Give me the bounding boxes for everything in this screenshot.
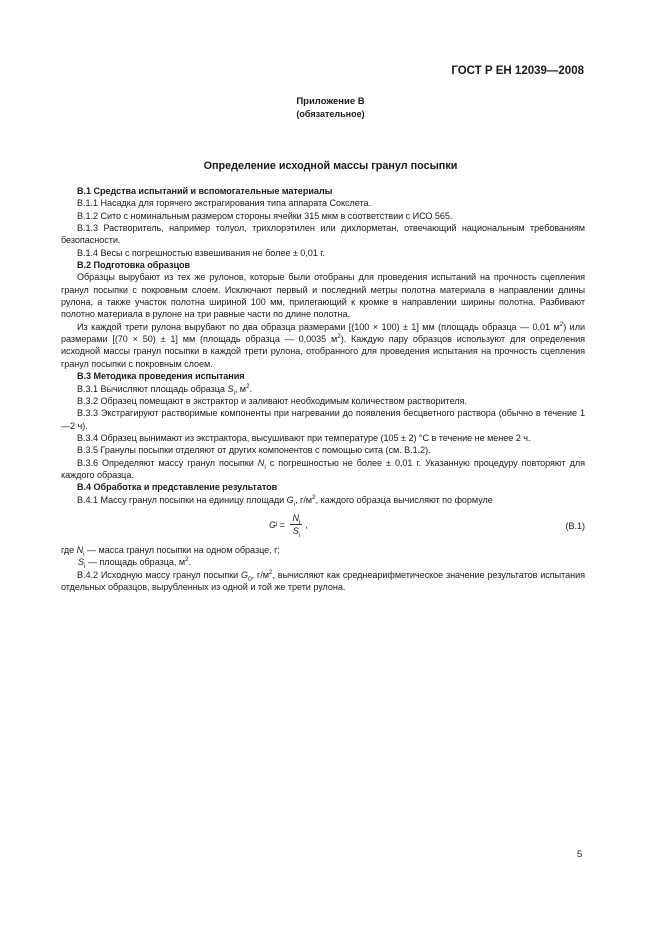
superscript: 2 <box>559 320 564 328</box>
paragraph: В.1.3 Растворитель, например толуол, трихлорэтилен или дихлорметан, отвечающий национальным требованиям безопасности. <box>61 223 585 246</box>
paragraph <box>61 383 585 395</box>
text: ) или размерами [(70 × 50) ± 1] мм (площадь образца — 0,0035 м <box>61 321 586 345</box>
text: ). Каждую пару образцов используют для определения исходной массы гранул посыпки в каждой трети рулона, отобранного для проведения испытания на прочность сцепления гранул посыпки с покровным слоем. <box>61 334 585 369</box>
document-body <box>61 185 585 593</box>
paragraph <box>61 457 585 482</box>
where-clause <box>61 556 585 571</box>
superscript: 2 <box>312 493 316 501</box>
page-number: 5 <box>577 849 583 860</box>
variable: N <box>292 512 299 523</box>
formula-b1 <box>61 508 585 542</box>
text: В.4.1 Массу гранул посыпки на единицу площади <box>77 494 287 505</box>
subscript: i <box>298 518 301 526</box>
equals-sign: = <box>277 519 288 530</box>
paragraph <box>61 321 585 370</box>
superscript: 2 <box>185 556 189 564</box>
where-clause <box>61 544 585 556</box>
numerator <box>290 512 302 525</box>
fraction <box>290 512 302 538</box>
annex-status: (обязательное) <box>296 109 365 119</box>
variable: G <box>269 519 276 530</box>
denominator <box>292 525 301 540</box>
text: — масса гранул посыпки на одном образце, г; <box>84 544 280 555</box>
section-heading: В.2 Подготовка образцов <box>77 260 191 271</box>
text: с погрешностью не более ± 0,01 г. Указанную процедуру повторяют для каждого образца. <box>61 457 585 480</box>
subscript: i <box>83 550 85 558</box>
text: В.4.2 Исходную массу гранул посыпки <box>77 569 242 580</box>
subscript: i <box>233 389 235 397</box>
subscript: i <box>264 463 266 471</box>
paragraph: Образцы вырубают из тех же рулонов, которые были отобраны для проведения испытаний на прочность сцепления гранул посыпки с покровным слоем. Исключают первый и последний метры полотна материала в направлении длины рулона, а также участок полотна шириной 100 мм, прилегающий к кромке в направлении ширины полотна. Разбивают полотно материала в рулоне на три равные части по длине полотна. <box>61 272 585 320</box>
variable: G <box>241 569 249 580</box>
text: В.3.6 Определяют массу гранул посыпки <box>77 457 258 468</box>
annex-label: Приложение В <box>296 96 365 107</box>
annex-title: Определение исходной массы гранул посыпки <box>203 160 458 172</box>
text: , г/м <box>295 494 312 505</box>
text: В.3.1 Вычисляют площадь образца <box>77 383 228 394</box>
text: . <box>188 557 192 568</box>
variable: S <box>227 383 234 394</box>
paragraph <box>61 569 585 594</box>
section-heading: В.4 Обработка и представление результатов <box>77 482 278 493</box>
paragraph: В.3.2 Образец помещают в экстрактор и заливают необходимым количеством растворителя. <box>77 395 467 406</box>
standard-designation: ГОСТ Р ЕН 12039—2008 <box>451 65 584 77</box>
section-heading: В.3 Методика проведения испытания <box>77 371 245 382</box>
text: где <box>61 544 77 555</box>
superscript: 2 <box>337 333 341 341</box>
text: , <box>305 519 308 530</box>
variable: N <box>76 544 84 555</box>
paragraph: В.1.2 Сито с номинальным размером стороны ячейки 315 мкм в соответствии с ИСО 565. <box>77 210 453 221</box>
text: , вычисляют как среднеарифметическое значение результатов испытания отдельных образцов, вырубленных из одной и той же трети рулона. <box>61 569 585 592</box>
text: Из каждой трети рулона вырубают по два образца размерами [(100 × 100) ± 1] мм (площадь образца — 0,01 м <box>77 321 560 332</box>
superscript: 2 <box>268 568 273 576</box>
variable: S <box>78 557 85 568</box>
subscript: i <box>84 563 86 571</box>
paragraph: В.3.4 Образец вынимают из экстрактора, высушивают при температуре (105 ± 2) °С в течение не менее 2 ч. <box>77 432 531 443</box>
paragraph: В.3.3 Экстрагируют растворимые компоненты при нагревании до появления бесцветного раствора (обычно в течение 1—2 ч). <box>61 408 585 431</box>
formula-expression: G i = $\frac{N_i}{S_i}$ , <box>269 512 308 540</box>
superscript: 2 <box>246 382 250 390</box>
paragraph: В.3.5 Гранулы посыпки отделяют от других компонентов с помощью сита (см. В.1.2). <box>77 445 431 456</box>
text: — площадь образца, м <box>85 557 186 568</box>
variable: N <box>257 457 265 468</box>
text: , г/м <box>251 569 269 580</box>
variable: G <box>286 494 294 505</box>
subscript: 0 <box>248 575 252 583</box>
text: , каждого образца вычисляют по формуле <box>315 494 493 505</box>
paragraph: В.1.4 Весы с погрешностью взвешивания не более ± 0,01 г. <box>77 247 325 258</box>
variable: S <box>292 526 299 537</box>
text: . <box>249 383 253 394</box>
text: , м <box>234 383 246 394</box>
subscript: i <box>293 500 296 508</box>
paragraph <box>61 494 585 506</box>
section-heading: В.1 Средства испытаний и вспомогательные материалы <box>77 186 333 196</box>
equation-number: (В.1) <box>565 520 585 531</box>
paragraph: В.1.1 Насадка для горячего экстрагирования типа аппарата Сокслета. <box>77 198 372 209</box>
subscript: i <box>298 532 301 540</box>
